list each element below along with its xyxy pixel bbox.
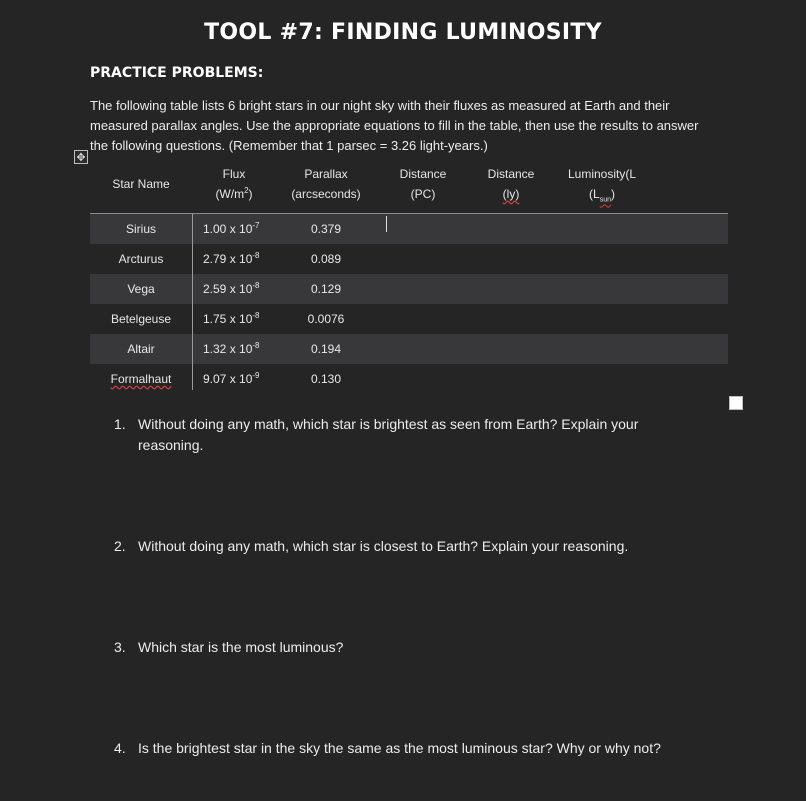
flux-cell: 1.32 x $10^{-8}$ bbox=[203, 341, 260, 356]
table-move-handle-icon[interactable]: ✥ bbox=[74, 150, 88, 164]
text-cursor bbox=[386, 216, 387, 232]
question-item: 2. Without doing any math, which star is closest to Earth? Explain your reasoning. bbox=[114, 538, 629, 554]
intro-paragraph: The following table lists 6 bright stars in our night sky with their fluxes as measured at Earth and their measured parallax angles. Use the appropriate equations to fill in the table, then use the results to answer the following questions. (Remember that 1 parsec = 3.26 light-years.) bbox=[90, 98, 699, 153]
header-luminosity: Luminosity(L $(L_{sun})$ bbox=[567, 167, 637, 204]
question-item: 1. Without doing any math, which star is brightest as seen from Earth? Explain your reasoning. bbox=[114, 416, 639, 453]
header-flux: Flux $(W/m^2)$ bbox=[215, 167, 253, 201]
flux-cell: 2.79 x $10^{-8}$ bbox=[203, 251, 260, 266]
flux-cell: 1.00 x $10^{-7}$ bbox=[203, 221, 260, 236]
star-name-cell: Sirius bbox=[125, 222, 156, 236]
question-item: 3. Which star is the most luminous? bbox=[114, 639, 344, 655]
star-name-cell: Formalhaut bbox=[110, 372, 172, 386]
flux-cell: 2.59 x $10^{-8}$ bbox=[203, 281, 260, 296]
header-parallax: Parallax (arcseconds) bbox=[291, 167, 361, 201]
table-row bbox=[90, 304, 728, 334]
parallax-cell: 0.194 bbox=[310, 342, 342, 356]
table-row bbox=[90, 364, 728, 394]
parallax-cell: 0.379 bbox=[310, 222, 342, 236]
star-name-cell: Betelgeuse bbox=[110, 312, 172, 326]
parallax-cell: 0.089 bbox=[310, 252, 342, 266]
table-row bbox=[90, 274, 728, 304]
star-name-cell: Vega bbox=[127, 282, 155, 296]
star-name-cell: Altair bbox=[127, 342, 155, 356]
header-distance-pc: Distance (PC) bbox=[399, 167, 447, 201]
question-item: 4. Is the brightest star in the sky the same as the most luminous star? Why or why not? bbox=[114, 740, 661, 756]
table-row bbox=[90, 334, 728, 364]
flux-cell: 9.07 x $10^{-9}$ bbox=[203, 371, 260, 386]
checkbox[interactable] bbox=[729, 396, 743, 410]
table-row bbox=[90, 244, 728, 274]
table-column-divider bbox=[192, 214, 193, 390]
document-title: TOOL #7: FINDING LUMINOSITY bbox=[204, 20, 602, 45]
flux-cell: 1.75 x $10^{-8}$ bbox=[203, 311, 260, 326]
section-heading: PRACTICE PROBLEMS: bbox=[90, 65, 264, 81]
header-distance-ly: Distance (ly) bbox=[487, 167, 535, 201]
star-name-cell: Arcturus bbox=[118, 252, 164, 266]
header-star-name: Star Name bbox=[112, 177, 170, 191]
table-row bbox=[90, 214, 728, 244]
parallax-cell: 0.0076 bbox=[307, 312, 345, 326]
parallax-cell: 0.129 bbox=[310, 282, 342, 296]
parallax-cell: 0.130 bbox=[310, 372, 342, 386]
